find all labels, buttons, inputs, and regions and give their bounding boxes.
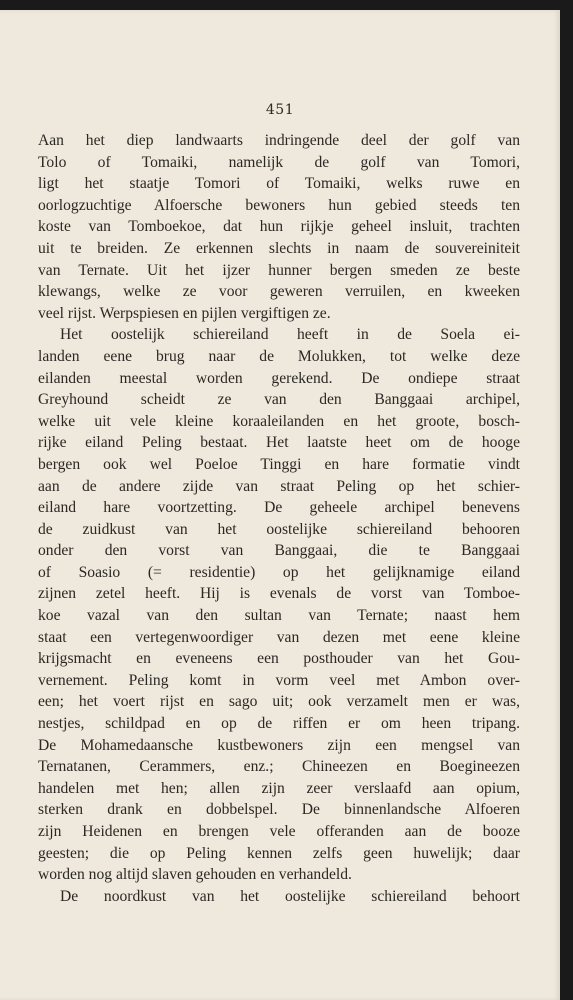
book-page	[0, 10, 560, 1000]
text-line: Tolo of Tomaiki, namelijk de golf van Tomori,	[38, 153, 520, 171]
text-line: veel rijst. Werpspiesen en pijlen vergiftigen ze.	[38, 304, 331, 322]
text-line: geesten; die op Peling kennen zelfs geen huwelijk; daar	[38, 844, 520, 862]
body-text	[38, 130, 520, 907]
text-line: rijke eiland Peling bestaat. Het laatste heet om de hooge	[38, 434, 520, 452]
text-line: bergen ook wel Poeloe Tinggi en hare formatie vindt	[38, 455, 520, 473]
text-line: koe vazal van den sultan van Ternate; naast hem	[38, 607, 520, 625]
text-line: krijgsmacht en eveneens een posthouder van het Gou-	[38, 650, 520, 668]
text-line: onder den vorst van Banggaai, die te Banggaai	[38, 542, 520, 560]
text-line: zijnen zetel heeft. Hij is evenals de vorst van Tomboe-	[38, 585, 520, 603]
text-line: uit te breiden. Ze erkennen slechts in naam de souvereiniteit	[38, 239, 520, 257]
text-line: worden nog altijd slaven gehouden en verhandeld.	[38, 866, 352, 884]
text-line: sterken drank en dobbelspel. De binnenlandsche Alfoeren	[38, 801, 520, 819]
text-line: zijn Heidenen en brengen vele offeranden aan de booze	[38, 823, 520, 840]
text-line: De Mohamedaansche kustbewoners zijn een mengsel van	[38, 736, 520, 754]
text-line: Aan het diep landwaarts indringende deel der golf van	[38, 132, 520, 149]
text-line: ligt het staatje Tomori of Tomaiki, welks ruwe en	[38, 175, 520, 193]
text-line: vernement. Peling komt in vorm veel met Ambon over-	[38, 671, 520, 689]
text-line: De noordkust van het oostelijke schiereiland behoort	[60, 887, 520, 905]
text-line: eilanden meestal worden gerekend. De ondiepe straat	[38, 369, 520, 387]
page-number: 451	[265, 102, 295, 118]
text-line: of Soasio (= residentie) op het gelijknamige eiland	[38, 563, 520, 581]
text-line: landen eene brug naar de Molukken, tot welke deze	[38, 347, 520, 365]
text-line: Greyhound scheidt ze van den Banggaai archipel,	[38, 391, 520, 409]
text-line: welke uit vele kleine koraaleilanden en het groote, bosch-	[38, 412, 520, 430]
text-line: een; het voert rijst en sago uit; ook verzamelt men er was,	[38, 693, 520, 711]
text-line: de zuidkust van het oostelijke schiereiland behooren	[38, 520, 520, 538]
text-line: aan de andere zijde van straat Peling op het schier-	[38, 477, 520, 495]
text-line: koste van Tomboekoe, dat hun rijkje geheel insluit, trachten	[38, 218, 520, 236]
text-line: van Ternate. Uit het ijzer hunner bergen smeden ze beste	[38, 261, 520, 279]
text-line: nestjes, schildpad en op de riffen er om heen tripang.	[38, 715, 520, 733]
text-line: klewangs, welke ze voor geweren verruilen, en kweeken	[38, 283, 520, 301]
text-line: eiland hare voortzetting. De geheele archipel benevens	[38, 499, 520, 517]
text-line: oorlogzuchtige Alfoersche bewoners hun gebied steeds ten	[38, 196, 520, 214]
text-line: Ternatanen, Cerammers, enz.; Chineezen en Boegineezen	[38, 758, 520, 776]
text-line: handelen met hen; allen zijn zeer verslaafd aan opium,	[38, 779, 520, 797]
text-line: Het oostelijk schiereiland heeft in de Soela ei-	[60, 326, 520, 344]
text-line: staat een vertegenwoordiger van dezen met eene kleine	[38, 628, 520, 646]
